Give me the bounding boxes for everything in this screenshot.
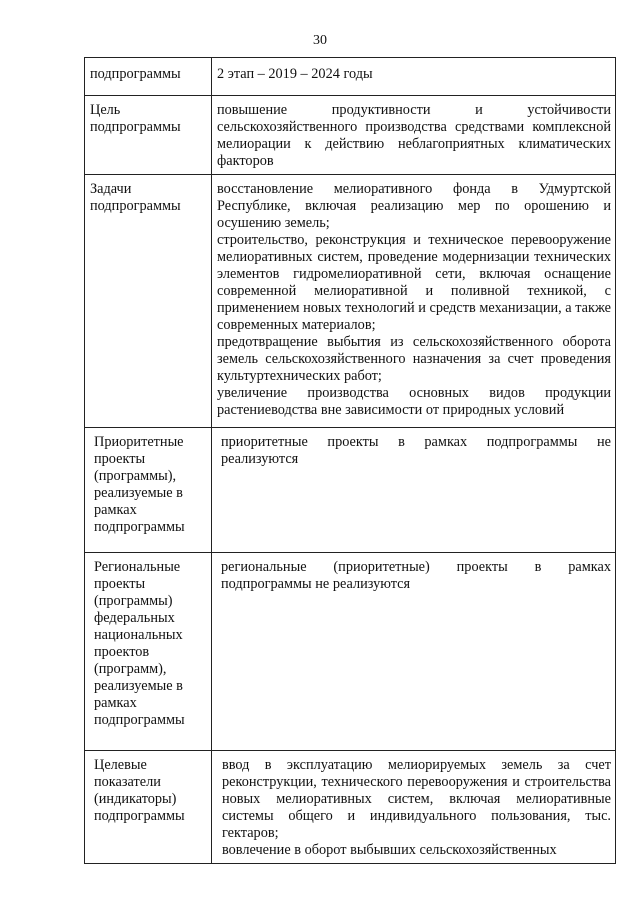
table-row-goal	[85, 96, 616, 175]
row-label: Цель подпрограммы	[85, 96, 212, 175]
row-value	[212, 58, 616, 96]
row-value-paragraph: региональные (приоритетные) проекты в рамках подпрограммы не реализуются	[221, 559, 611, 592]
row-value-paragraph: ввод в эксплуатацию мелиорируемых земель за счет реконструкции, технического перевооружения и строительства новых мелиоративных систем, включая мелиоративные системы общего и индивидуального пользования, тыс. гектаров;	[222, 757, 611, 841]
page-number: 30	[313, 33, 327, 48]
table-row-implementation-period	[85, 58, 616, 96]
table-row-target-indicators	[85, 751, 616, 864]
row-value	[212, 751, 616, 864]
table-row-priority-projects	[85, 428, 616, 553]
table-row-regional-projects	[85, 553, 616, 751]
row-value-paragraph: строительство, реконструкция и техническое перевооружение мелиоративных систем, проведение модернизации технических элементов гидромелиоративной сети, включая оснащение современной мелиоративной и поливной техникой, с применением новых технологий и средств механизации, а также современных материалов;	[217, 232, 611, 333]
subprogram-passport-table	[84, 57, 616, 864]
row-label: Приоритетные проекты (программы), реализуемые в рамках подпрограммы	[85, 428, 212, 553]
row-value	[212, 175, 616, 428]
row-label: Задачи подпрограммы	[85, 175, 212, 428]
row-value	[212, 553, 616, 751]
row-value-paragraph: вовлечение в оборот выбывших сельскохозяйственных	[222, 842, 557, 858]
row-value-paragraph: 2 этап – 2019 – 2024 годы	[217, 66, 373, 82]
row-value-paragraph: предотвращение выбытия из сельскохозяйственного оборота земель сельскохозяйственного назначения за счет проведения культуртехнических работ;	[217, 334, 611, 384]
row-value-paragraph: приоритетные проекты в рамках подпрограммы не реализуются	[221, 434, 611, 467]
row-value	[212, 96, 616, 175]
row-label: Целевые показатели (индикаторы) подпрограммы	[85, 751, 212, 864]
row-value-paragraph: восстановление мелиоративного фонда в Удмуртской Республике, включая реализацию мер по орошению и осушению земель;	[217, 181, 611, 231]
row-value-paragraph: повышение продуктивности и устойчивости сельскохозяйственного производства средствами комплексной мелиорации к действию неблагоприятных климатических факторов	[217, 102, 611, 169]
row-value-paragraph: увеличение производства основных видов продукции растениеводства вне зависимости от природных условий	[217, 385, 611, 418]
row-value	[212, 428, 616, 553]
row-label: Региональные проекты (программы) федеральных национальных проектов (программ), реализуемые в рамках подпрограммы	[85, 553, 212, 751]
table-row-tasks	[85, 175, 616, 428]
row-label: подпрограммы	[85, 58, 212, 96]
